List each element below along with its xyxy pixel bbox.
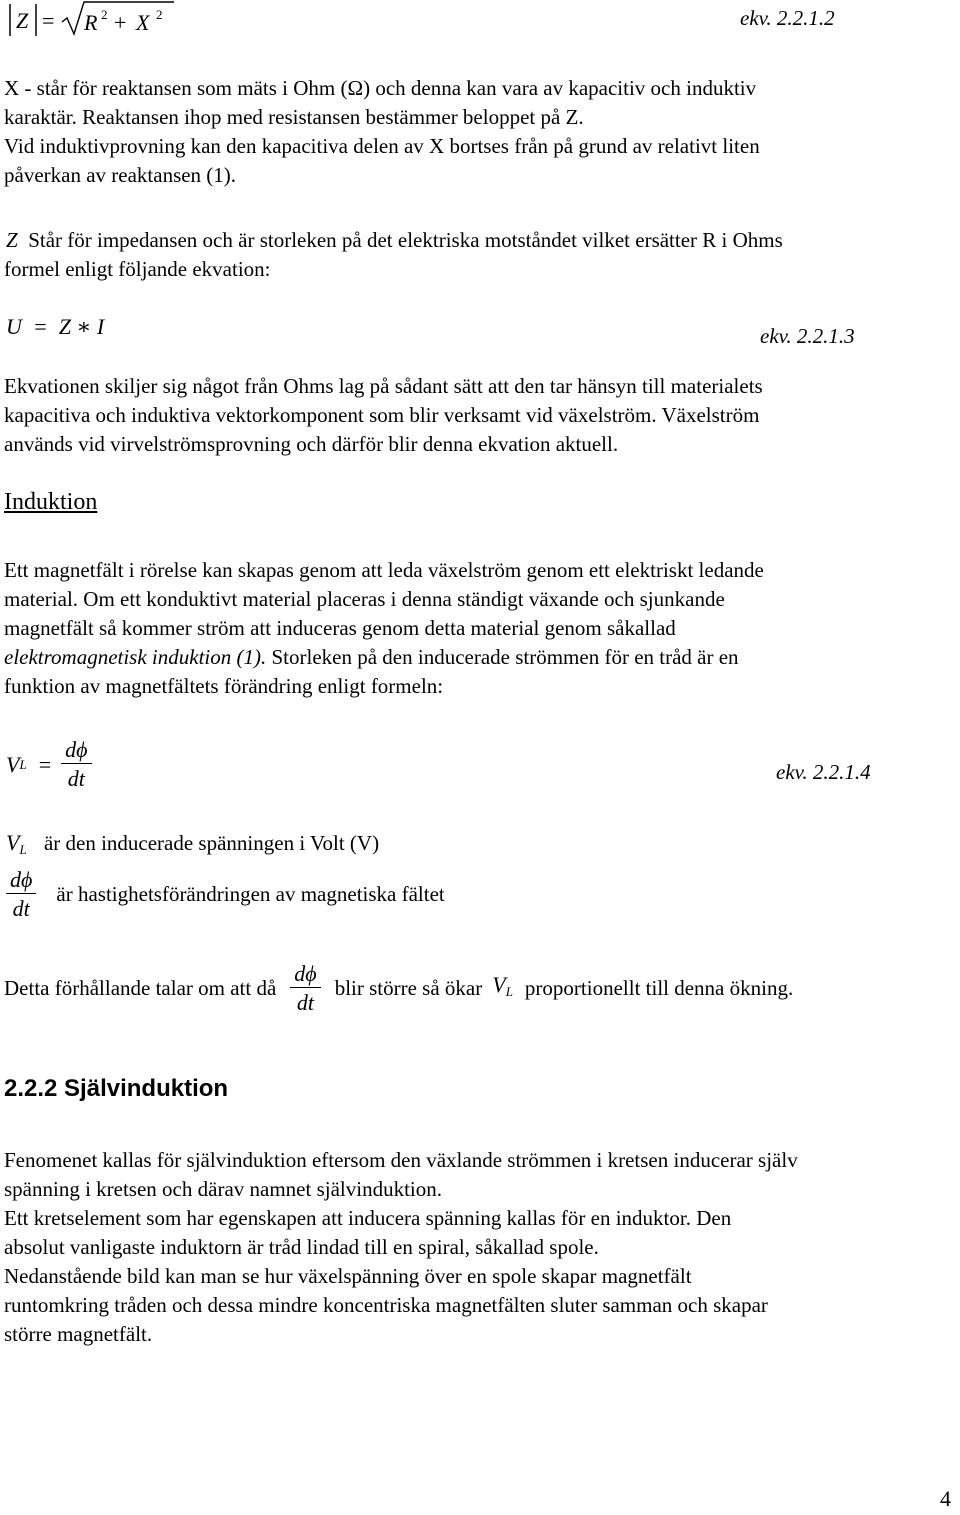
paragraph-line: Nedanstående bild kan man se hur växelspänning över en spole skapar magnetfält bbox=[4, 1264, 692, 1288]
sentence-subscript: L bbox=[505, 984, 513, 999]
impedance-symbol: Z bbox=[6, 228, 18, 252]
def2-denominator: dt bbox=[12, 895, 30, 921]
def2-numerator: dϕ bbox=[6, 869, 36, 894]
definition-dphi-dt bbox=[6, 864, 445, 924]
sentence-middle: blir större så ökar bbox=[334, 975, 483, 1000]
paragraph-line: absolut vanligaste induktorn är tråd lindad till en spiral, såkallad spole. bbox=[4, 1235, 599, 1259]
paragraph-reactance bbox=[4, 74, 954, 190]
eq3-numerator: dϕ bbox=[61, 739, 91, 764]
paragraph-line: Fenomenet kallas för självinduktion eftersom den växlande strömmen i kretsen inducerar själv bbox=[4, 1148, 798, 1172]
sentence-v: V bbox=[492, 972, 506, 997]
def2-fraction bbox=[6, 866, 36, 921]
equation-induced-voltage bbox=[6, 734, 92, 794]
paragraph-line: spänning i kretsen och därav namnet självinduktion. bbox=[4, 1177, 442, 1201]
equation-number-2-2-1-3: ekv. 2.2.1.3 bbox=[760, 324, 855, 348]
equation-impedance-magnitude bbox=[4, 0, 204, 40]
paragraph-line: magnetfält så kommer ström att induceras genom detta material genom såkallad bbox=[4, 616, 676, 640]
eq1-r-exponent: 2 bbox=[101, 7, 108, 22]
paragraph-self-induction bbox=[4, 1146, 960, 1349]
eq3-fraction bbox=[61, 736, 91, 791]
paragraph-line: större magnetfält. bbox=[4, 1322, 153, 1346]
page-number: 4 bbox=[940, 1486, 951, 1511]
sentence-after: proportionellt till denna ökning. bbox=[524, 975, 794, 1000]
eq3-denominator: dt bbox=[67, 765, 85, 791]
paragraph-ohms-difference bbox=[4, 372, 954, 459]
section-heading-sjalvinduktion: 2.2.2 Självinduktion bbox=[4, 1075, 229, 1102]
paragraph-impedance bbox=[4, 226, 954, 284]
section-heading-induktion[interactable]: Induktion bbox=[4, 489, 98, 515]
paragraph-line: används vid virvelströmsprovning och därför blir denna ekvation aktuell. bbox=[4, 432, 619, 456]
equation-ohms-law: U = Z ∗ I bbox=[6, 314, 105, 339]
paragraph-line: funktion av magnetfältets förändring enligt formeln: bbox=[4, 674, 444, 698]
def1-subscript: L bbox=[19, 842, 27, 857]
definition-vl bbox=[6, 828, 379, 864]
paragraph-line: material. Om ett konduktivt material placeras i denna ständigt växande och sjunkande bbox=[4, 587, 725, 611]
paragraph-line: Vid induktivprovning kan den kapacitiva delen av X bortses från på grund av relativt liten bbox=[4, 134, 760, 158]
sentence-fraction bbox=[290, 960, 320, 1015]
eq1-equals: = bbox=[42, 8, 55, 33]
eq3-equals: = bbox=[38, 751, 52, 777]
paragraph-line: påverkan av reaktansen (1). bbox=[4, 163, 237, 187]
paragraph-line: Står för impedansen och är storleken på det elektriska motståndet vilket ersätter R i Ohms bbox=[28, 228, 783, 252]
eq1-plus: + bbox=[114, 10, 127, 35]
eq1-r: R bbox=[84, 10, 98, 35]
eq1-x-exponent: 2 bbox=[156, 7, 163, 22]
paragraph-line: runtomkring tråden och dessa mindre koncentriska magnetfälten sluter samman och skapar bbox=[4, 1293, 768, 1317]
equation-number-2-2-1-4: ekv. 2.2.1.4 bbox=[776, 760, 871, 784]
def2-text: är hastighetsförändringen av magnetiska fältet bbox=[56, 881, 445, 906]
def1-text: är den inducerade spänningen i Volt (V) bbox=[43, 831, 380, 855]
sentence-numerator: dϕ bbox=[290, 963, 320, 988]
paragraph-line: Ekvationen skiljer sig något från Ohms lag på sådant sätt att den tar hänsyn till materialets bbox=[4, 374, 763, 398]
paragraph-induction bbox=[4, 556, 954, 701]
eq3-v: V bbox=[6, 751, 20, 777]
eq1-z: Z bbox=[16, 8, 29, 33]
sentence-before: Detta förhållande talar om att då bbox=[4, 975, 277, 1000]
eq3-subscript: L bbox=[19, 756, 27, 772]
sentence-denominator: dt bbox=[296, 989, 315, 1015]
def1-v: V bbox=[6, 830, 20, 855]
equation-number-2-2-1-2: ekv. 2.2.1.2 bbox=[740, 6, 835, 30]
paragraph-line: Storleken på den inducerade strömmen för en tråd är en bbox=[266, 645, 739, 669]
paragraph-line: Ett magnetfält i rörelse kan skapas genom att leda växelström genom ett elektriskt ledande bbox=[4, 558, 764, 582]
paragraph-line: karaktär. Reaktansen ihop med resistansen bestämmer beloppet på Z. bbox=[4, 105, 584, 129]
paragraph-line: X - står för reaktansen som mäts i Ohm (Ω) och denna kan vara av kapacitiv och induktiv bbox=[4, 76, 757, 100]
eq1-x: X bbox=[136, 10, 150, 35]
paragraph-line: formel enligt följande ekvation: bbox=[4, 257, 271, 281]
paragraph-line: Ett kretselement som har egenskapen att inducera spänning kallas för en induktor. Den bbox=[4, 1206, 732, 1230]
paragraph-line: kapacitiva och induktiva vektorkomponent som blir verksamt vid växelström. Växelström bbox=[4, 403, 760, 427]
sentence-proportional bbox=[4, 956, 793, 1020]
italic-term: elektromagnetisk induktion (1). bbox=[4, 645, 267, 669]
